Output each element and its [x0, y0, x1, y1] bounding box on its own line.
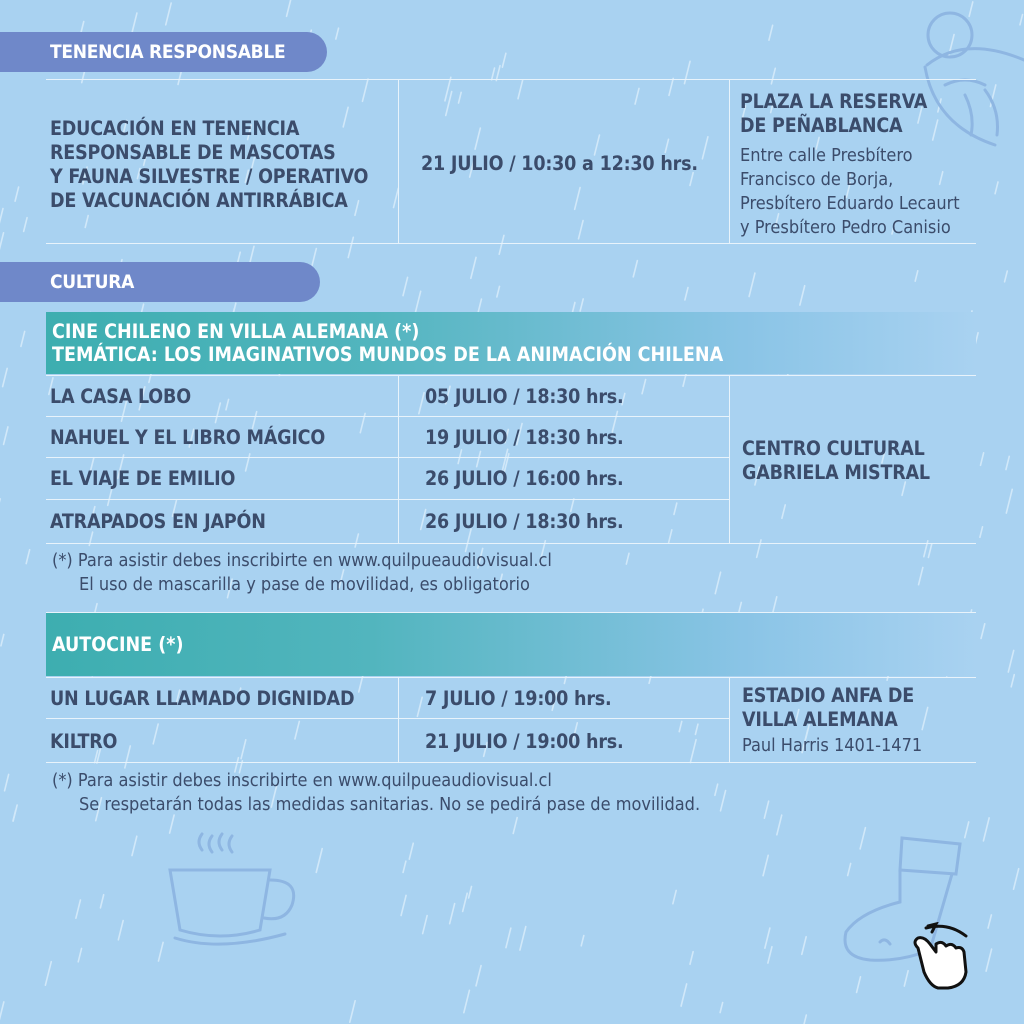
autocine-address: Paul Harris 1401-1471 [742, 735, 923, 756]
autocine-note-line2: Se respetarán todas las medidas sanitarias. No se pedirá pase de movilidad. [79, 794, 701, 815]
table-line [46, 718, 730, 719]
table-row-film: EL VIAJE DE EMILIO [50, 467, 236, 490]
table-row-date: 7 JULIO / 19:00 hrs. [425, 687, 612, 710]
tenencia-event [50, 117, 368, 213]
table-line [46, 243, 976, 244]
tenencia-event-line: Y FAUNA SILVESTRE / OPERATIVO [50, 165, 369, 188]
table-line [729, 677, 730, 762]
table-line [46, 543, 976, 544]
cine-venue-line: CENTRO CULTURAL [742, 437, 925, 460]
table-line [46, 762, 976, 763]
table-line [398, 375, 399, 543]
cine-venue [742, 437, 930, 485]
table-row-film: ATRAPADOS EN JAPÓN [50, 510, 266, 533]
table-row-date: 19 JULIO / 18:30 hrs. [425, 426, 624, 449]
table-row-film: KILTRO [50, 730, 118, 753]
cine-note-line2: El uso de mascarilla y pase de movilidad, es obligatorio [79, 574, 530, 595]
table-line [46, 457, 730, 458]
tenencia-address-line: y Presbítero Pedro Canisio [740, 217, 951, 238]
table-row-date: 05 JULIO / 18:30 hrs. [425, 385, 624, 408]
autocine-note-line1: (*) Para asistir debes inscribirte en www.quilpueaudiovisual.cl [52, 770, 552, 791]
cine-title: CINE CHILENO EN VILLA ALEMANA (*) [52, 320, 420, 343]
table-line [46, 375, 976, 376]
tenencia-event-line: DE VACUNACIÓN ANTIRRÁBICA [50, 189, 348, 212]
table-line [729, 79, 730, 243]
tenencia-date: 21 JULIO / 10:30 a 12:30 hrs. [421, 152, 698, 175]
cine-venue-line: GABRIELA MISTRAL [742, 461, 930, 484]
tenencia-event-line: EDUCACIÓN EN TENENCIA [50, 117, 300, 140]
cine-note-line1: (*) Para asistir debes inscribirte en www.quilpueaudiovisual.cl [52, 550, 552, 571]
tenencia-place-line: DE PEÑABLANCA [740, 114, 903, 137]
tenencia-address [740, 144, 960, 240]
tenencia-place [740, 90, 927, 138]
cine-theme: TEMÁTICA: LOS IMAGINATIVOS MUNDOS DE LA ANIMACIÓN CHILENA [52, 343, 724, 366]
table-line [46, 416, 730, 417]
table-line [46, 677, 976, 678]
tenencia-place-line: PLAZA LA RESERVA [740, 90, 928, 113]
coffee-cup-icon [160, 830, 310, 955]
autocine-venue-line: ESTADIO ANFA DE [742, 684, 915, 707]
table-row-date: 21 JULIO / 19:00 hrs. [425, 730, 624, 753]
table-line [46, 79, 976, 80]
table-row-date: 26 JULIO / 16:00 hrs. [425, 467, 624, 490]
table-row-film: LA CASA LOBO [50, 385, 191, 408]
cine-note [52, 549, 552, 597]
table-row-date: 26 JULIO / 18:30 hrs. [425, 510, 624, 533]
table-line [729, 375, 730, 543]
tenencia-address-line: Presbítero Eduardo Lecaurt [740, 193, 960, 214]
tenencia-address-line: Entre calle Presbítero [740, 145, 913, 166]
autocine-venue-line: VILLA ALEMANA [742, 708, 898, 731]
tenencia-event-line: RESPONSABLE DE MASCOTAS [50, 141, 336, 164]
table-row-film: UN LUGAR LLAMADO DIGNIDAD [50, 687, 355, 710]
section-pill-cultura: CULTURA [0, 262, 320, 302]
table-line [398, 677, 399, 762]
tenencia-address-line: Francisco de Borja, [740, 169, 894, 190]
table-row-film: NAHUEL Y EL LIBRO MÁGICO [50, 426, 326, 449]
cine-band [46, 312, 976, 374]
swipe-hand-icon [908, 922, 978, 992]
autocine-venue [742, 684, 914, 732]
section-pill-tenencia: TENENCIA RESPONSABLE [0, 32, 327, 72]
table-line [398, 79, 399, 243]
autocine-note [52, 769, 700, 817]
table-line [46, 499, 730, 500]
autocine-band: AUTOCINE (*) [46, 613, 976, 676]
